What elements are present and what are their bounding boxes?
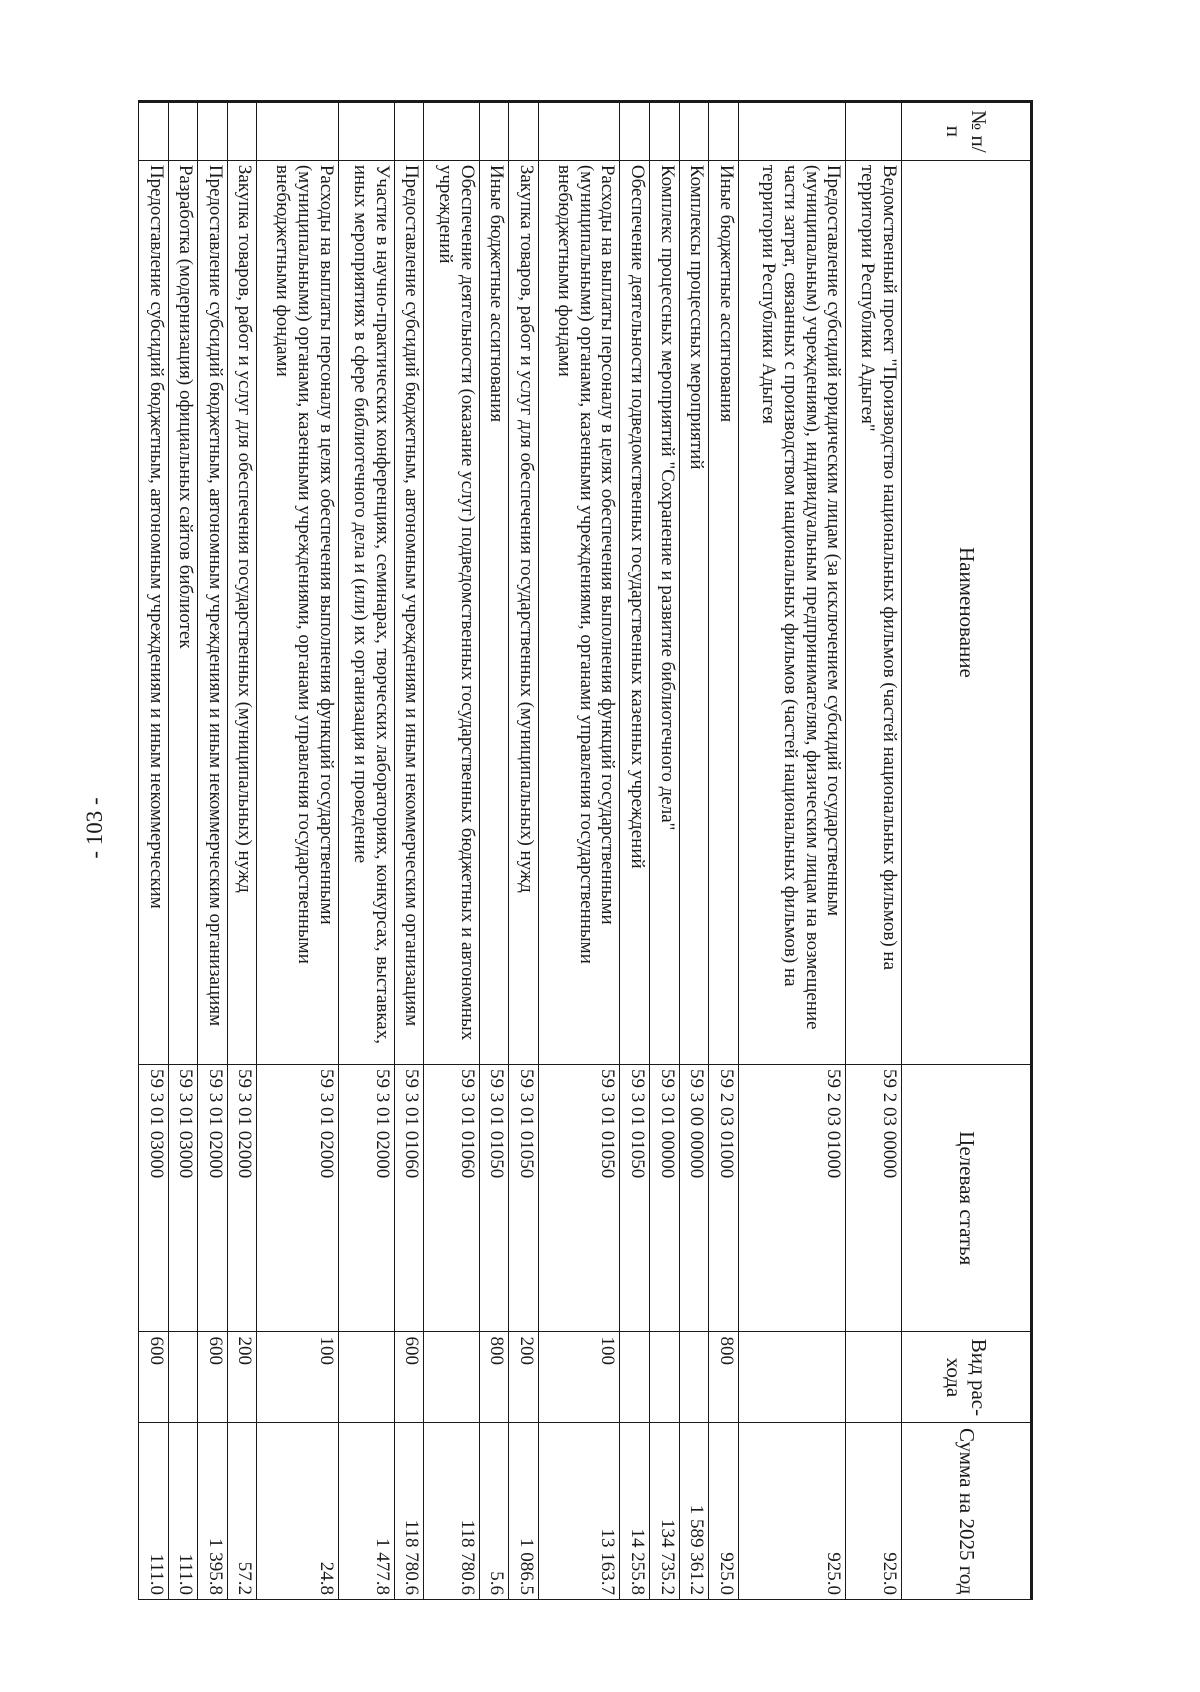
table-row <box>139 102 169 1600</box>
row-expense-type-cell <box>339 1332 395 1423</box>
row-name-cell: Предоставление субсидий бюджетным, автономным учреждениям и иным некоммерческим организациям <box>198 160 228 1064</box>
row-expense-type-cell <box>846 1332 902 1423</box>
table-body <box>139 102 902 1600</box>
row-number-cell <box>846 102 902 161</box>
row-name-cell: Иные бюджетные ассигнования <box>479 160 509 1064</box>
row-expense-type-cell: 800 <box>479 1332 509 1423</box>
row-name-cell: Комплексы процессных мероприятий <box>679 160 709 1064</box>
row-name-cell: Разработка (модернизация) официальных сайтов библиотек <box>168 160 198 1064</box>
row-number-cell <box>339 102 395 161</box>
row-target-code-cell: 59 3 01 02000 <box>339 1064 395 1332</box>
row-expense-type-cell: 800 <box>709 1332 739 1423</box>
row-number-cell <box>538 102 620 161</box>
row-amount-cell: 1 589 361.2 <box>679 1423 709 1600</box>
row-target-code-cell: 59 3 01 01050 <box>620 1064 650 1332</box>
budget-table <box>138 100 1033 1600</box>
table-row <box>198 102 228 1600</box>
rotated-table-sheet <box>138 100 1033 1600</box>
table-row <box>227 102 257 1600</box>
row-target-code-cell: 59 3 01 02000 <box>198 1064 228 1332</box>
row-amount-cell: 13 163.7 <box>538 1423 620 1600</box>
header-vid: Вид рас-хода <box>902 1332 1032 1423</box>
row-number-cell <box>509 102 539 161</box>
row-number-cell <box>620 102 650 161</box>
row-target-code-cell: 59 3 01 01050 <box>509 1064 539 1332</box>
row-amount-cell: 57.2 <box>227 1423 257 1600</box>
table-row <box>394 102 424 1600</box>
table-header-row <box>902 102 1032 1600</box>
row-expense-type-cell: 600 <box>139 1332 169 1423</box>
row-name-cell: Предоставление субсидий бюджетным, автономным учреждениям и иным некоммерческим <box>139 160 169 1064</box>
row-amount-cell: 111.0 <box>168 1423 198 1600</box>
row-amount-cell: 925.0 <box>846 1423 902 1600</box>
row-number-cell <box>257 102 339 161</box>
row-target-code-cell: 59 2 03 01000 <box>709 1064 739 1332</box>
row-target-code-cell: 59 3 01 02000 <box>227 1064 257 1332</box>
row-amount-cell: 5.6 <box>479 1423 509 1600</box>
row-name-cell: Предоставление субсидий юридическим лицам (за исключением субсидий государственным (муниципальным) учреждениям), индивидуальным предпринимателям, физическим лицам на возмещение части затрат, связанных с производством национальных фильмов (частей национальных фильмов) на территории Республики Адыгея <box>738 160 846 1064</box>
row-target-code-cell: 59 3 01 01060 <box>394 1064 424 1332</box>
row-name-cell: Обеспечение деятельности подведомственных государственных казенных учреждений <box>620 160 650 1064</box>
header-code: Целевая статья <box>902 1064 1032 1332</box>
header-sum: Сумма на 2025 год <box>902 1423 1032 1600</box>
row-amount-cell: 1 086.5 <box>509 1423 539 1600</box>
row-expense-type-cell <box>168 1332 198 1423</box>
table-row <box>479 102 509 1600</box>
page-number: - 103 - <box>82 797 107 859</box>
row-number-cell <box>650 102 680 161</box>
table-row <box>257 102 339 1600</box>
row-name-cell: Расходы на выплаты персоналу в целях обеспечения выполнения функций государственными (муниципальными) органами, казенными учреждениями, органами управления государственными внебюджетными фондами <box>538 160 620 1064</box>
row-target-code-cell: 59 3 00 00000 <box>679 1064 709 1332</box>
row-amount-cell: 24.8 <box>257 1423 339 1600</box>
row-number-cell <box>424 102 480 161</box>
table-row <box>538 102 620 1600</box>
row-number-cell <box>227 102 257 161</box>
row-name-cell: Обеспечение деятельности (оказание услуг) подведомственных государственных бюджетных и автономных учреждений <box>424 160 480 1064</box>
row-number-cell <box>168 102 198 161</box>
row-target-code-cell: 59 3 01 01050 <box>538 1064 620 1332</box>
row-expense-type-cell: 200 <box>227 1332 257 1423</box>
row-target-code-cell: 59 3 01 01060 <box>424 1064 480 1332</box>
row-number-cell <box>139 102 169 161</box>
table-row <box>424 102 480 1600</box>
row-name-cell: Иные бюджетные ассигнования <box>709 160 739 1064</box>
row-amount-cell: 925.0 <box>738 1423 846 1600</box>
row-name-cell: Закупка товаров, работ и услуг для обеспечения государственных (муниципальных) нужд <box>509 160 539 1064</box>
row-expense-type-cell <box>650 1332 680 1423</box>
row-name-cell: Ведомственный проект "Производство национальных фильмов (частей национальных фильмов) на территории Республики Адыгея" <box>846 160 902 1064</box>
row-target-code-cell: 59 3 01 00000 <box>650 1064 680 1332</box>
row-name-cell: Закупка товаров, работ и услуг для обеспечения государственных (муниципальных) нужд <box>227 160 257 1064</box>
row-amount-cell: 14 255.8 <box>620 1423 650 1600</box>
table-row <box>650 102 680 1600</box>
table-row <box>620 102 650 1600</box>
row-name-cell: Участие в научно-практических конференциях, семинарах, творческих лабораториях, конкурсах, выставках, иных мероприятиях в сфере библиотечного дела и (или) их организация и проведение <box>339 160 395 1064</box>
row-number-cell <box>394 102 424 161</box>
table-row <box>509 102 539 1600</box>
row-amount-cell: 118 780.6 <box>424 1423 480 1600</box>
row-expense-type-cell <box>738 1332 846 1423</box>
row-amount-cell: 1 477.8 <box>339 1423 395 1600</box>
table-row <box>846 102 902 1600</box>
row-name-cell: Комплекс процессных мероприятий "Сохранение и развитие библиотечного дела" <box>650 160 680 1064</box>
row-target-code-cell: 59 2 03 00000 <box>846 1064 902 1332</box>
header-name: Наименование <box>902 160 1032 1064</box>
row-amount-cell: 925.0 <box>709 1423 739 1600</box>
row-number-cell <box>679 102 709 161</box>
row-amount-cell: 118 780.6 <box>394 1423 424 1600</box>
row-name-cell: Расходы на выплаты персоналу в целях обеспечения выполнения функций государственными (муниципальными) органами, казенными учреждениями, органами управления государственными внебюджетными фондами <box>257 160 339 1064</box>
row-target-code-cell: 59 3 01 03000 <box>168 1064 198 1332</box>
row-number-cell <box>738 102 846 161</box>
table-row <box>709 102 739 1600</box>
row-name-cell: Предоставление субсидий бюджетным, автономным учреждениям и иным некоммерческим организациям <box>394 160 424 1064</box>
row-number-cell <box>479 102 509 161</box>
table-row <box>339 102 395 1600</box>
row-expense-type-cell: 200 <box>509 1332 539 1423</box>
header-no: № п/п <box>902 102 1032 161</box>
table-row <box>679 102 709 1600</box>
row-amount-cell: 1 395.8 <box>198 1423 228 1600</box>
row-target-code-cell: 59 2 03 01000 <box>738 1064 846 1332</box>
table-row <box>738 102 846 1600</box>
row-amount-cell: 111.0 <box>139 1423 169 1600</box>
row-amount-cell: 134 735.2 <box>650 1423 680 1600</box>
row-expense-type-cell <box>679 1332 709 1423</box>
table-row <box>168 102 198 1600</box>
row-expense-type-cell: 600 <box>394 1332 424 1423</box>
row-expense-type-cell <box>424 1332 480 1423</box>
row-expense-type-cell: 100 <box>538 1332 620 1423</box>
row-target-code-cell: 59 3 01 03000 <box>139 1064 169 1332</box>
row-target-code-cell: 59 3 01 01050 <box>479 1064 509 1332</box>
row-expense-type-cell: 100 <box>257 1332 339 1423</box>
row-number-cell <box>709 102 739 161</box>
row-expense-type-cell <box>620 1332 650 1423</box>
row-expense-type-cell: 600 <box>198 1332 228 1423</box>
row-target-code-cell: 59 3 01 02000 <box>257 1064 339 1332</box>
row-number-cell <box>198 102 228 161</box>
